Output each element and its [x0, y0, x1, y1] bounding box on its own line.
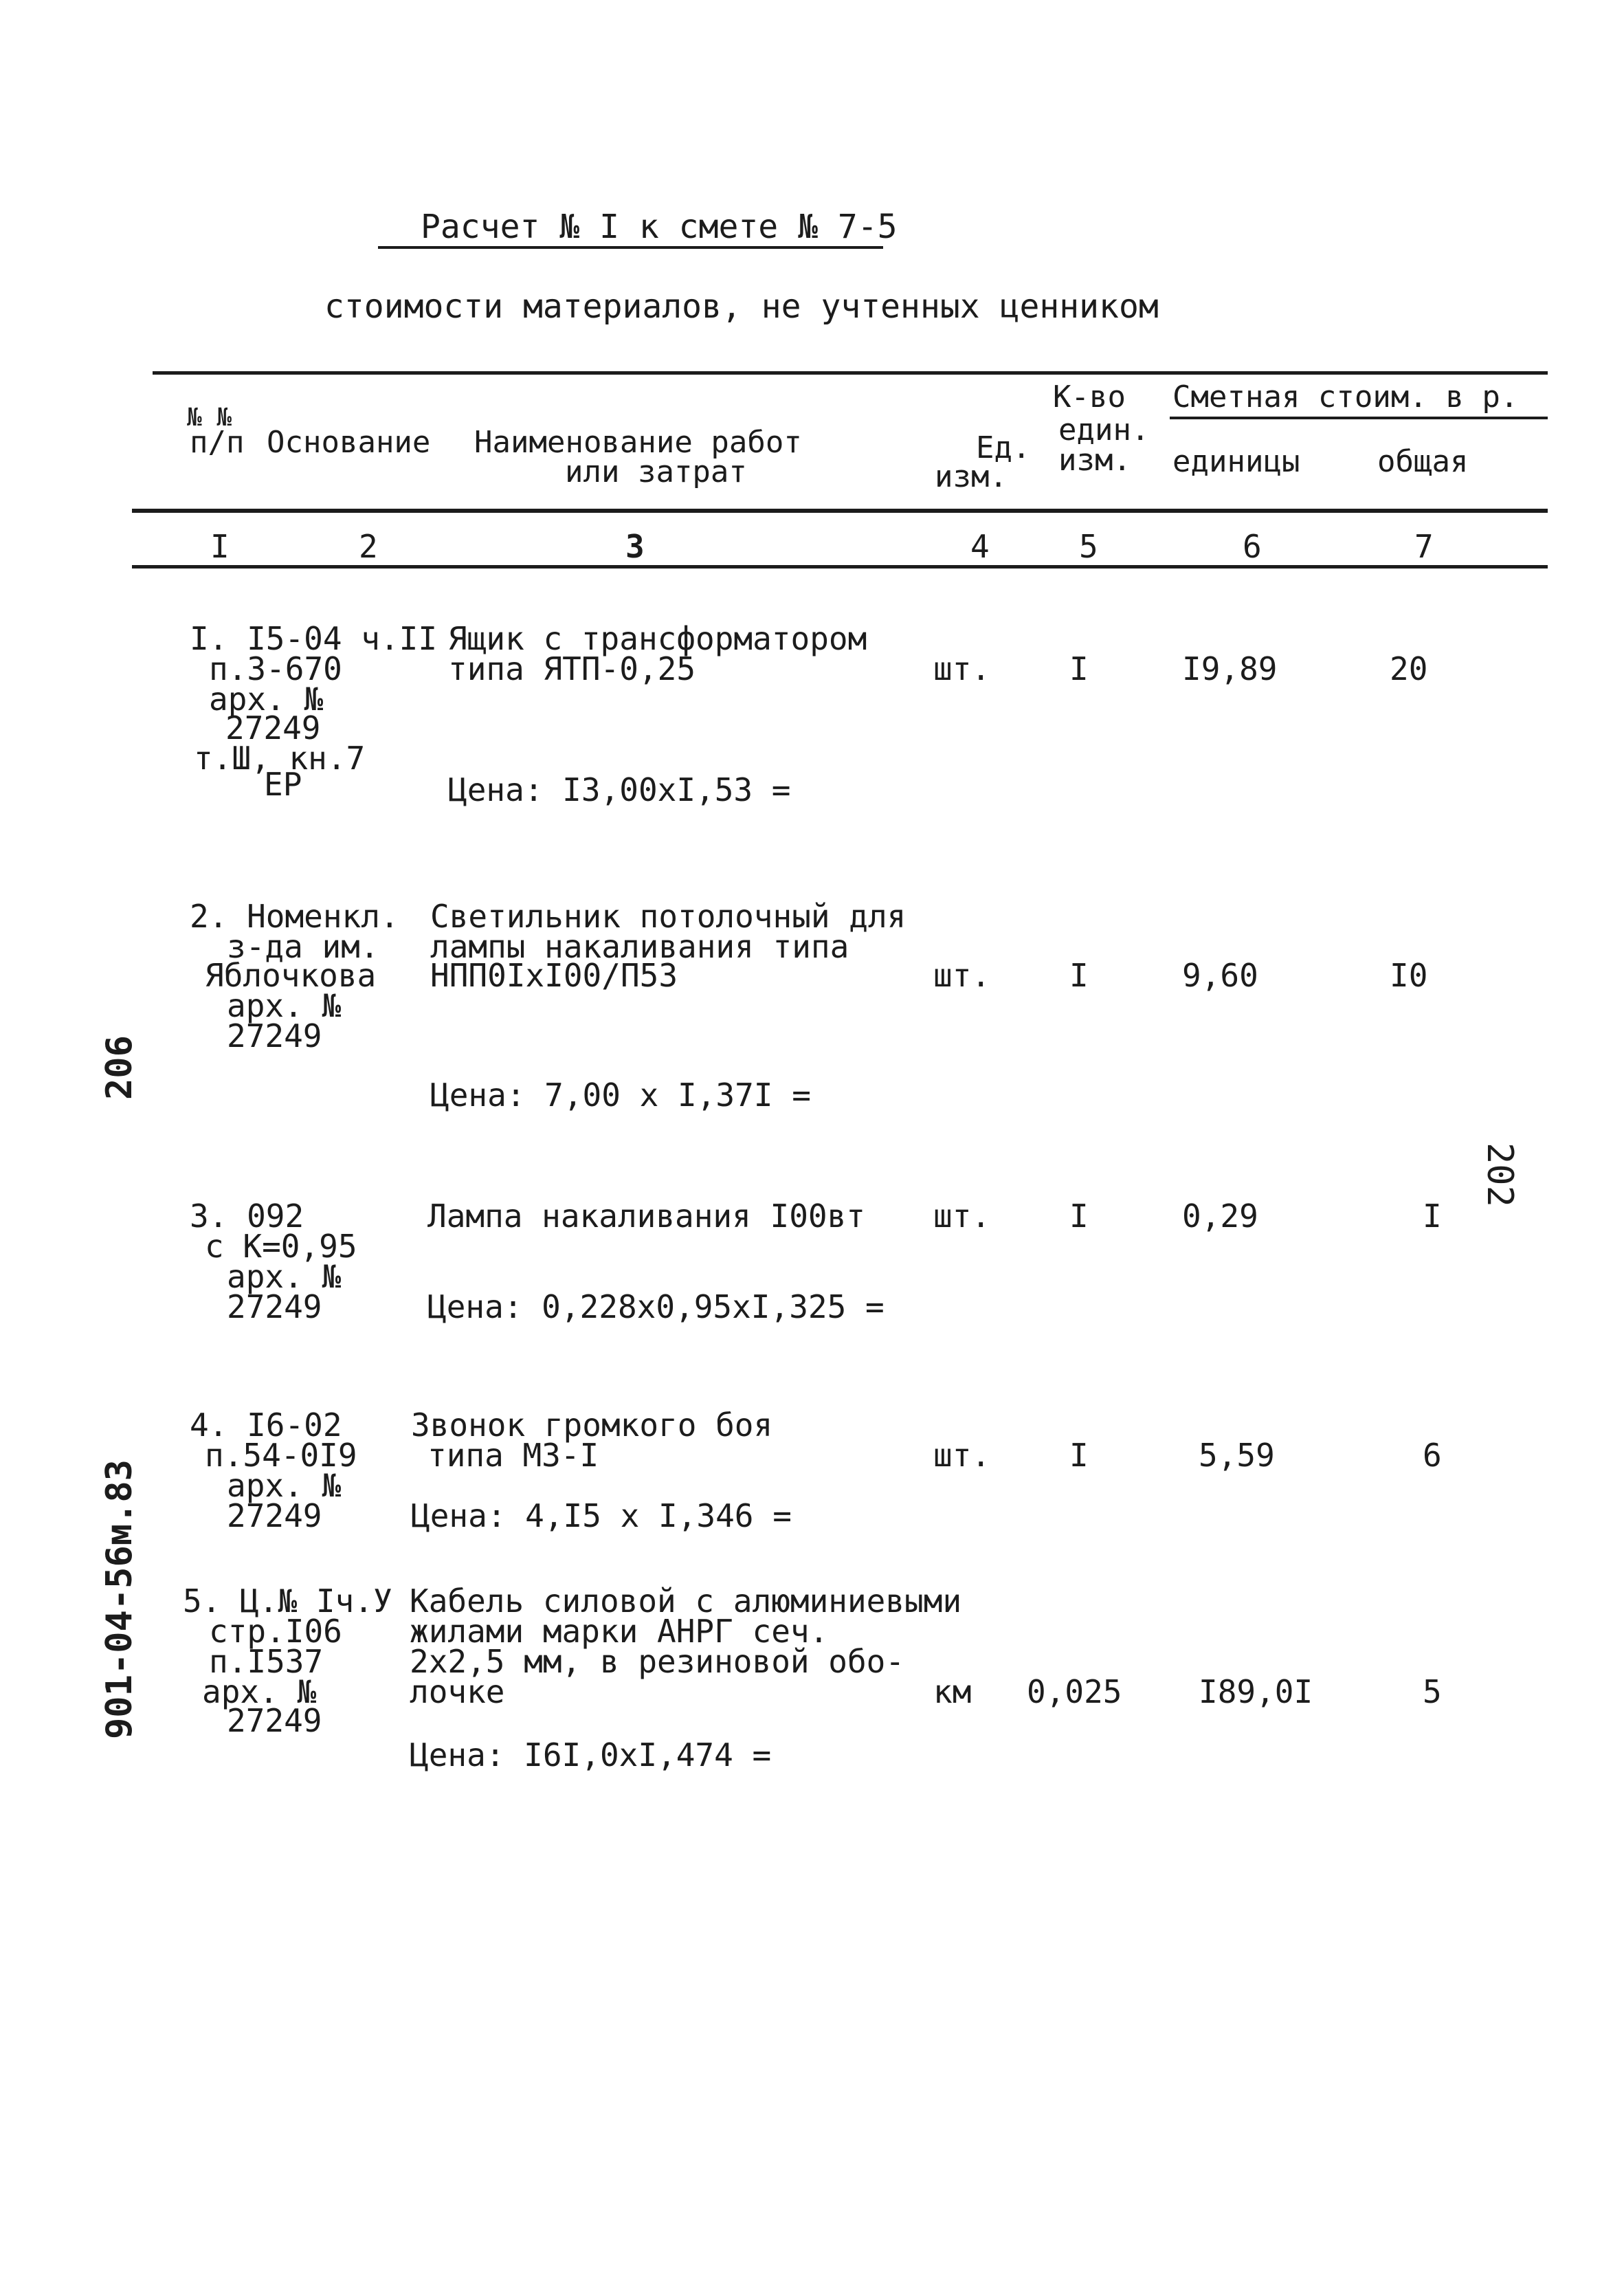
column-number-4: 4	[970, 528, 990, 565]
row-5-price: Цена: I6I,0хI,474 =	[410, 1736, 772, 1774]
row-5-name-1: Кабель силовой с алюминиевыми	[410, 1582, 962, 1620]
header-qty-line-3: изм.	[1058, 443, 1131, 478]
row-3-basis-2: с К=0,95	[205, 1228, 357, 1265]
title-line-2: стоимости материалов, не учтенных ценником	[324, 287, 1159, 326]
header-qty-line-1: К-во	[1053, 379, 1126, 415]
row-5-basis-1: 5. Ц.№ Iч.У	[183, 1582, 392, 1620]
column-number-2: 2	[359, 528, 378, 565]
row-2-cost-total: I0	[1390, 957, 1428, 994]
row-2-basis-2: з-да им.	[227, 928, 379, 965]
header-unit-line-1: Ед.	[976, 430, 1031, 465]
row-1-name-2: типа ЯТП-0,25	[448, 650, 696, 687]
row-2-basis-4: арх. №	[227, 987, 342, 1024]
row-4-unit: шт.	[933, 1437, 991, 1474]
row-2-unit: шт.	[933, 957, 991, 994]
row-1-basis-1: I. I5-04 ч.II	[190, 620, 438, 657]
header-name-line-1: Наименование работ	[474, 425, 802, 460]
row-2-price: Цена: 7,00 х I,37I =	[430, 1077, 811, 1114]
row-5-basis-3: п.I537	[209, 1643, 324, 1680]
margin-note-left-top: 206	[99, 1035, 140, 1100]
row-1-qty: I	[1069, 650, 1089, 687]
row-1-unit: шт.	[933, 650, 991, 687]
row-2-cost-unit: 9,60	[1182, 957, 1258, 994]
row-2-name-1: Светильник потолочный для	[430, 898, 906, 935]
header-bottom-rule	[132, 509, 1548, 513]
row-5-cost-unit: I89,0I	[1199, 1673, 1313, 1710]
row-4-basis-4: 27249	[227, 1497, 322, 1534]
row-3-cost-unit: 0,29	[1182, 1197, 1258, 1235]
row-1-basis-3: арх. №	[209, 681, 324, 718]
row-1-price: Цена: I3,00хI,53 =	[448, 771, 791, 808]
header-num-bottom: п/п	[190, 425, 245, 460]
margin-note-right: 202	[1479, 1142, 1520, 1207]
row-3-basis-1: 3. 092	[190, 1197, 304, 1235]
row-2-basis-5: 27249	[227, 1017, 322, 1055]
row-4-name-1: Звонок громкого боя	[411, 1406, 773, 1444]
row-5-basis-4: арх. №	[202, 1673, 317, 1710]
column-number-3: 3	[625, 528, 645, 565]
row-4-basis-2: п.54-0I9	[205, 1437, 357, 1474]
header-top-rule	[153, 371, 1548, 375]
row-1-cost-total: 20	[1390, 650, 1428, 687]
row-2-name-2: лампы накаливания типа	[430, 928, 849, 965]
row-5-qty: 0,025	[1027, 1673, 1122, 1710]
row-1-basis-2: п.3-670	[209, 650, 342, 687]
row-4-qty: I	[1069, 1437, 1089, 1474]
row-1-basis-4: 27249	[225, 709, 321, 747]
title-line-1: Расчет № I к смете № 7-5	[421, 208, 898, 246]
title-underline	[378, 246, 883, 249]
header-cost-total: общая	[1377, 444, 1469, 479]
margin-note-left-bottom: 901-04-56м.83	[99, 1459, 140, 1739]
row-4-basis-1: 4. I6-02	[190, 1406, 342, 1444]
row-4-cost-unit: 5,59	[1199, 1437, 1275, 1474]
row-3-basis-4: 27249	[227, 1288, 322, 1325]
column-numbers-rule	[132, 565, 1548, 568]
row-4-name-2: типа МЗ-I	[427, 1437, 599, 1474]
column-number-7: 7	[1414, 528, 1434, 565]
row-5-basis-2: стр.I06	[209, 1613, 342, 1650]
header-cost-group: Сметная стоим. в р.	[1172, 379, 1519, 415]
row-3-qty: I	[1069, 1197, 1089, 1235]
header-name-line-2: или затрат	[565, 454, 747, 489]
row-1-cost-unit: I9,89	[1182, 650, 1278, 687]
header-basis: Основание	[267, 425, 431, 460]
row-5-name-4: лочке	[410, 1673, 505, 1710]
cost-group-underline	[1170, 417, 1548, 419]
row-3-cost-total: I	[1423, 1197, 1442, 1235]
row-2-basis-3: Яблочкова	[205, 957, 377, 994]
row-2-name-3: НПП0IхI00/П53	[430, 957, 678, 994]
row-3-name-1: Лампа накаливания I00вт	[427, 1197, 865, 1235]
row-2-qty: I	[1069, 957, 1089, 994]
header-num-top: № №	[187, 404, 232, 432]
row-4-price: Цена: 4,I5 х I,346 =	[411, 1497, 792, 1534]
row-5-basis-5: 27249	[227, 1702, 322, 1739]
row-5-name-3: 2х2,5 мм, в резиновой обо-	[410, 1643, 905, 1680]
row-5-name-2: жилами марки АНРГ сеч.	[410, 1613, 829, 1650]
header-qty-line-2: един.	[1058, 412, 1150, 448]
header-unit-line-2: изм.	[935, 459, 1008, 494]
row-2-basis-1: 2. Номенкл.	[190, 898, 399, 935]
row-3-basis-3: арх. №	[227, 1258, 342, 1295]
column-number-6: 6	[1243, 528, 1262, 565]
row-3-price: Цена: 0,228х0,95хI,325 =	[427, 1288, 885, 1325]
column-number-1: I	[210, 528, 230, 565]
row-4-cost-total: 6	[1423, 1437, 1442, 1474]
row-1-name-1: Ящик с трансформатором	[448, 620, 867, 657]
row-5-unit: км	[933, 1673, 972, 1710]
row-1-basis-6: ЕР	[264, 766, 302, 803]
header-cost-unit: единицы	[1172, 444, 1300, 479]
column-number-5: 5	[1079, 528, 1098, 565]
row-3-unit: шт.	[933, 1197, 991, 1235]
row-4-basis-3: арх. №	[227, 1467, 342, 1504]
row-5-cost-total: 5	[1423, 1673, 1442, 1710]
row-1-basis-5: т.Ш, кн.7	[194, 740, 366, 777]
